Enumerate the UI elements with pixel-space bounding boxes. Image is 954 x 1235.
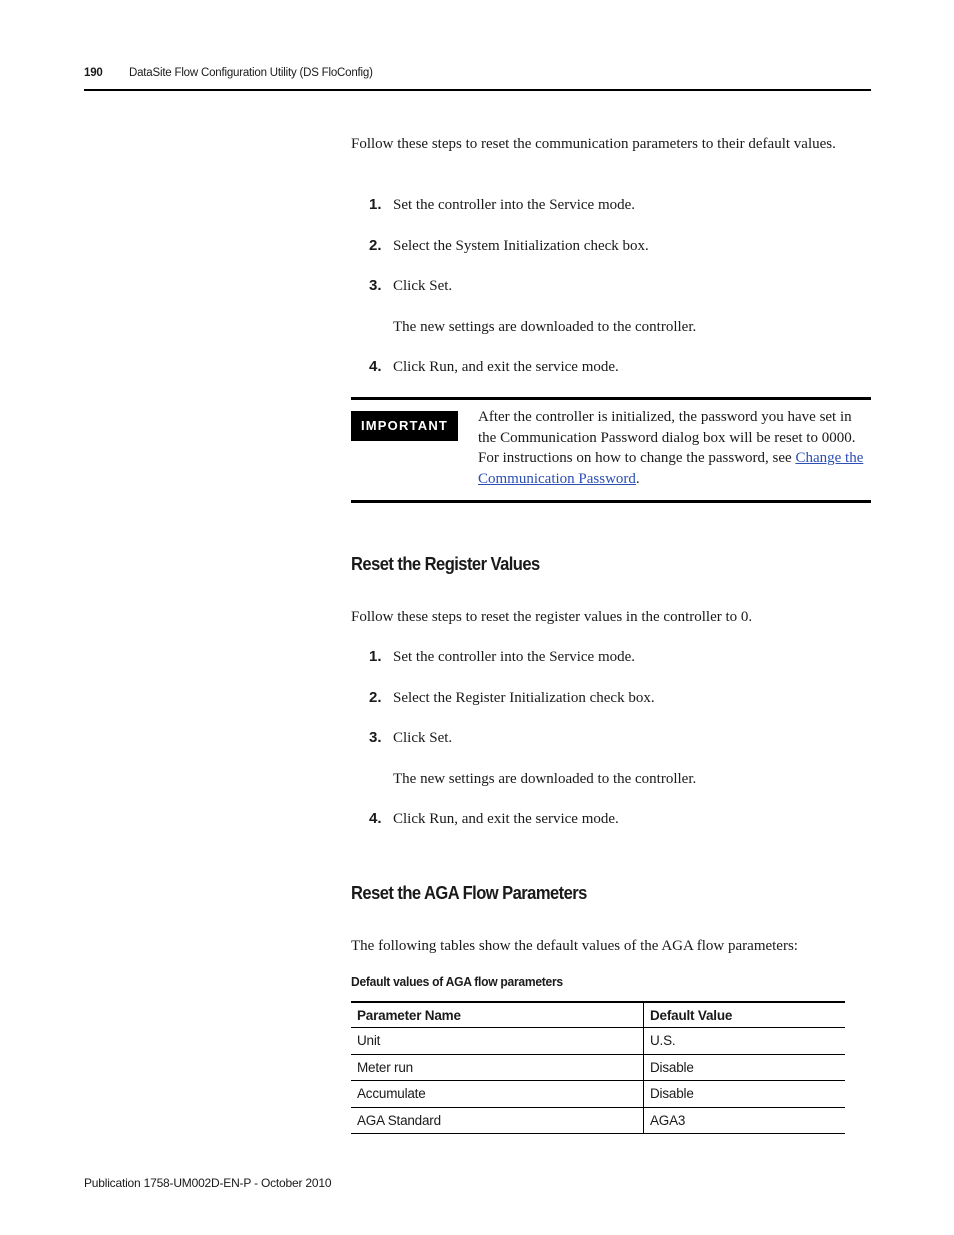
s2-step2-number: 2. bbox=[369, 689, 382, 706]
header-default-value: Default Value bbox=[650, 1007, 733, 1023]
s1-step3-text: Click Set. bbox=[393, 278, 453, 294]
table-row bbox=[351, 1107, 845, 1134]
s2-step1-text: Set the controller into the Service mode. bbox=[393, 649, 636, 665]
cell-default: Disable bbox=[650, 1059, 694, 1075]
s1-step3-note: The new settings are downloaded to the controller. bbox=[393, 319, 697, 335]
important-text-end: . bbox=[635, 470, 640, 487]
section2-heading: Reset the Register Values bbox=[351, 554, 540, 574]
cell-default: Disable bbox=[650, 1086, 694, 1102]
running-title: DataSite Flow Configuration Utility (DS FloConfig) bbox=[129, 67, 373, 79]
s1-step4-text: Click Run, and exit the service mode. bbox=[393, 359, 619, 375]
cell-default: U.S. bbox=[650, 1033, 676, 1049]
s1-step1-text: Set the controller into the Service mode. bbox=[393, 197, 636, 213]
cell-parameter: Meter run bbox=[351, 1054, 644, 1081]
section3-intro: The following tables show the default values of the AGA flow parameters: bbox=[351, 938, 798, 954]
section1-intro: Follow these steps to reset the communication parameters to their default values. bbox=[351, 136, 836, 152]
s2-step1-number: 1. bbox=[369, 648, 382, 665]
section2-intro: Follow these steps to reset the register values in the controller to 0. bbox=[351, 609, 753, 625]
cell-parameter: Accumulate bbox=[351, 1081, 644, 1108]
table-row bbox=[351, 1054, 845, 1081]
important-badge: IMPORTANT bbox=[351, 411, 458, 441]
cell-default: AGA3 bbox=[650, 1112, 686, 1128]
header-parameter-name: Parameter Name bbox=[351, 1002, 644, 1028]
page-number: 190 bbox=[84, 67, 103, 79]
footer-publication: Publication 1758-UM002D-EN-P - October 2010 bbox=[84, 1176, 332, 1190]
table-header-row bbox=[351, 1002, 845, 1028]
table-caption: Default values of AGA flow parameters bbox=[351, 974, 563, 989]
s2-step2-text: Select the Register Initialization check box. bbox=[393, 690, 655, 706]
cell-parameter: Unit bbox=[351, 1028, 644, 1055]
important-bottom-rule bbox=[351, 500, 871, 503]
s1-step1-number: 1. bbox=[369, 196, 382, 213]
section3-heading: Reset the AGA Flow Parameters bbox=[351, 883, 587, 903]
s1-step2-number: 2. bbox=[369, 237, 382, 254]
s1-step3-number: 3. bbox=[369, 277, 382, 294]
important-text-body: After the controller is initialized, the password you have set in the Communication Password dialog box will be reset to 0000. For instructions on how to change the password, see bbox=[478, 409, 856, 466]
cell-parameter: AGA Standard bbox=[351, 1107, 644, 1134]
s1-step2-text: Select the System Initialization check box. bbox=[393, 238, 649, 254]
s2-step3-number: 3. bbox=[369, 729, 382, 746]
table-row bbox=[351, 1028, 845, 1055]
aga-defaults-table bbox=[351, 1001, 845, 1134]
s2-step3-note: The new settings are downloaded to the controller. bbox=[393, 771, 697, 787]
table-row bbox=[351, 1081, 845, 1108]
s2-step4-text: Click Run, and exit the service mode. bbox=[393, 811, 619, 827]
s2-step3-text: Click Set. bbox=[393, 730, 453, 746]
important-text bbox=[478, 407, 870, 489]
s2-step4-number: 4. bbox=[369, 810, 382, 827]
important-top-rule bbox=[351, 397, 871, 400]
change-password-link[interactable]: Change the Communication Password bbox=[478, 450, 864, 487]
s1-step4-number: 4. bbox=[369, 358, 382, 375]
header-rule bbox=[84, 89, 871, 91]
